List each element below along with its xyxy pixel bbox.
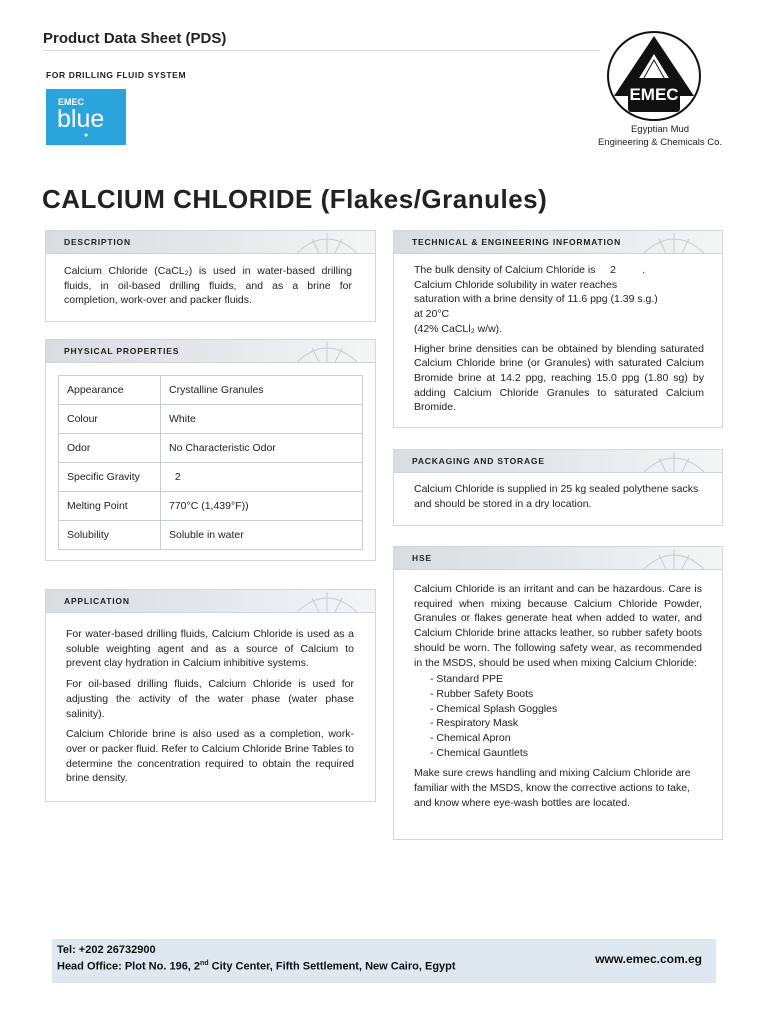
hse-text [414, 582, 702, 817]
umbrella-watermark-icon [644, 547, 704, 569]
hse-heading: HSE [412, 553, 432, 563]
footer-address [57, 960, 456, 973]
technical-line-3: saturation with a brine density of 11.6 ppg (1.39 s.g.) [414, 293, 658, 306]
brand-big-text: blue [57, 105, 105, 133]
technical-panel [393, 230, 723, 428]
table-row [59, 492, 363, 521]
application-panel [45, 589, 376, 802]
property-name: Melting Point [59, 492, 161, 521]
property-name: Odor [59, 434, 161, 463]
umbrella-watermark-icon [297, 231, 357, 253]
technical-header [394, 231, 722, 254]
table-row [59, 463, 363, 492]
property-value: 770°C (1,439°F)) [161, 492, 363, 521]
technical-line-2: Calcium Chloride solubility in water reaches [414, 278, 618, 291]
footer-website-link[interactable]: www.emec.com.eg [595, 952, 702, 966]
property-name: Specific Gravity [59, 463, 161, 492]
packaging-heading: PACKAGING AND STORAGE [412, 456, 545, 466]
physical-properties-heading: PHYSICAL PROPERTIES [64, 346, 180, 356]
application-header [46, 590, 375, 613]
footer [52, 939, 716, 983]
umbrella-watermark-icon [297, 590, 357, 612]
properties-table [58, 375, 363, 550]
hse-panel [393, 546, 723, 840]
technical-line-1: The bulk density of Calcium Chloride is 2 . [414, 264, 646, 276]
property-value: Soluble in water [161, 521, 363, 550]
technical-paragraph-2: Higher brine densities can be obtained by blending saturated Calcium Chloride brine (or Granules) with saturated Calcium Bromide brine at 14.2 ppg, reaching 15.0 ppg (1.80 sg) by adding Calcium Chloride Granules to saturated Calcium Bromide. [414, 342, 704, 414]
list-item: - Respiratory Mask [430, 717, 519, 730]
property-value: 2 [161, 463, 363, 492]
table-row [59, 376, 363, 405]
packaging-panel [393, 449, 723, 526]
list-item: - Chemical Apron [430, 732, 511, 745]
product-title: CALCIUM CHLORIDE (Flakes/Granules) [42, 184, 548, 214]
list-item: - Chemical Gauntlets [430, 746, 529, 759]
address-part-1: Head Office: Plot No. 196, 2 [57, 960, 201, 973]
company-name [560, 123, 760, 149]
property-name: Colour [59, 405, 161, 434]
table-row [59, 405, 363, 434]
footer-phone: Tel: +202 26732900 [57, 944, 156, 956]
application-paragraph-1: For water-based drilling fluids, Calcium Chloride is used as a soluble weighting agent and as a source of Calcium to prevent clay hydration in Calcium inhibitive systems. [66, 628, 354, 670]
company-line-2: Engineering & Chemicals Co. [597, 137, 723, 148]
physical-properties-header [46, 340, 375, 363]
table-row [59, 434, 363, 463]
list-item: - Chemical Splash Goggles [430, 702, 558, 715]
umbrella-watermark-icon [644, 450, 704, 472]
brand-small-text: EMEC [58, 97, 85, 107]
property-name: Appearance [59, 376, 161, 405]
emec-blue-logo [46, 89, 126, 145]
technical-line-5: (42% CaCLl₂ w/w). [414, 322, 503, 335]
address-part-2: City Center, Fifth Settlement, New Cairo, Egypt [208, 960, 456, 973]
property-value: Crystalline Granules [161, 376, 363, 405]
hse-header [394, 547, 722, 570]
technical-line-4: at 20°C [414, 308, 450, 321]
hse-paragraph-1: Calcium Chloride is an irritant and can be hazardous. Care is required when mixing because Calcium Chloride Powder, Granules or flakes generate heat when added to water, and Calcium Chloride brine attacks leather, so rubber safety boots should be worn. The following safety wear, as recommended in the MSDS, should be used when mixing Calcium Chloride: [414, 583, 702, 669]
property-value: No Characteristic Odor [161, 434, 363, 463]
umbrella-watermark-icon [297, 340, 357, 362]
list-item: - Rubber Safety Boots [430, 687, 534, 700]
drop-icon: ● [84, 132, 89, 139]
safety-wear-list [430, 672, 702, 760]
application-paragraph-2: For oil-based drilling fluids, Calcium Chloride is used for adjusting the activity of the water phase (water phase salinity). [66, 678, 354, 720]
address-superscript: nd [200, 960, 209, 967]
emec-company-logo [606, 30, 702, 122]
umbrella-watermark-icon [644, 231, 704, 253]
packaging-header [394, 450, 722, 473]
company-line-1: Egyptian Mud [630, 124, 690, 135]
logo-text: EMEC [629, 85, 679, 104]
table-row [59, 521, 363, 550]
description-heading: DESCRIPTION [64, 237, 131, 247]
technical-text [414, 263, 704, 415]
header-divider [43, 50, 600, 51]
property-value: White [161, 405, 363, 434]
description-panel [45, 230, 376, 322]
property-name: Solubility [59, 521, 161, 550]
application-text [66, 627, 354, 792]
technical-heading: TECHNICAL & ENGINEERING INFORMATION [412, 237, 622, 247]
description-header [46, 231, 375, 254]
packaging-text: Calcium Chloride is supplied in 25 kg sealed polythene sacks and should be stored in a dry location. [414, 483, 699, 510]
system-label: FOR DRILLING FLUID SYSTEM [46, 70, 187, 80]
document-type: Product Data Sheet (PDS) [43, 30, 227, 47]
description-text: Calcium Chloride (CaCL₂) is used in water-based drilling fluids, in oil-based drilling fluids, and as a brine for completion, work-over and packer fluids. [64, 265, 352, 307]
list-item: - Standard PPE [430, 673, 503, 686]
hse-paragraph-2: Make sure crews handling and mixing Calcium Chloride are familiar with the MSDS, know the corrective actions to take, and know where eye-wash bottles are located. [414, 767, 691, 809]
application-paragraph-3: Calcium Chloride brine is also used as a completion, work-over or packer fluid. Refer to Calcium Chloride Brine Tables to determine the concentration required to obtain the required brine density. [66, 728, 354, 785]
application-heading: APPLICATION [64, 596, 130, 606]
